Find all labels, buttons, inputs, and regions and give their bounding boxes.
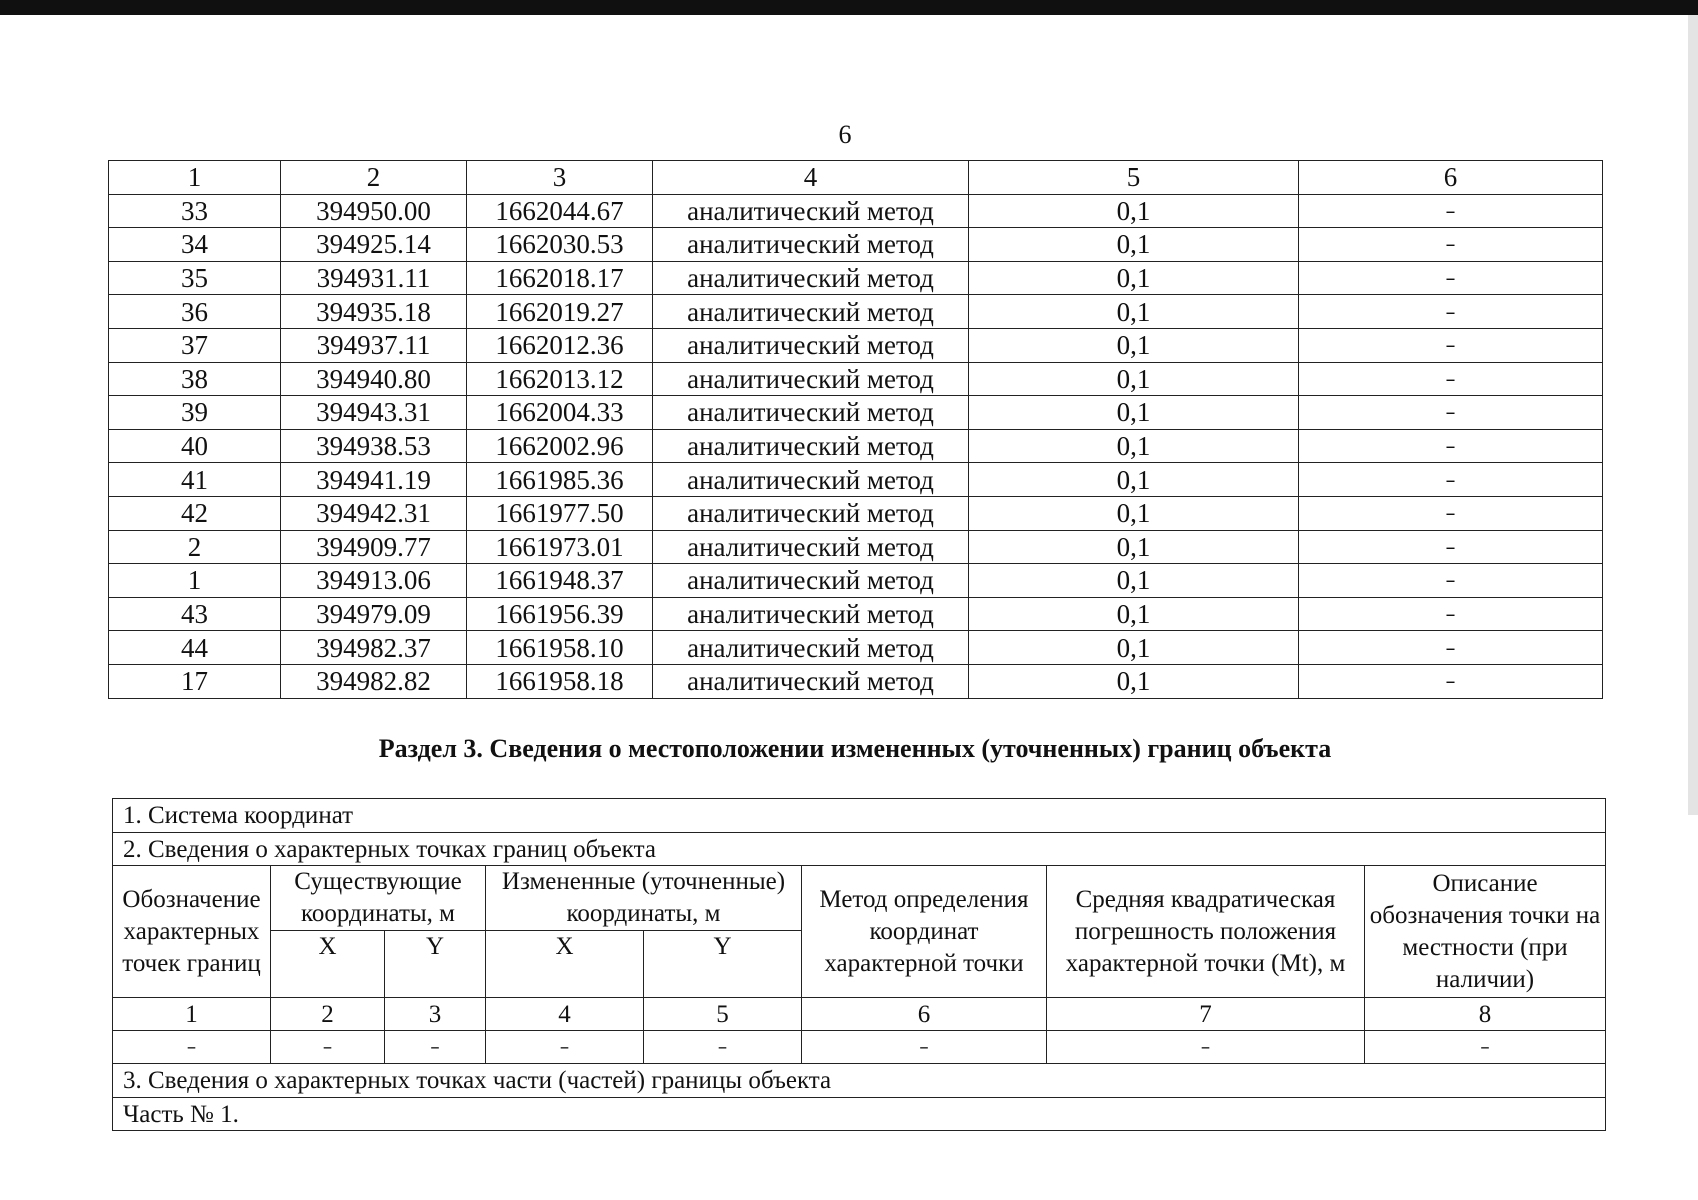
- y-coordinate-cell: 1662002.96: [467, 429, 653, 463]
- point-number-cell: 36: [109, 295, 281, 329]
- x-coordinate-cell: 394935.18: [281, 295, 467, 329]
- error-cell: 0,1: [969, 631, 1299, 665]
- table-row: [109, 429, 1603, 463]
- empty-cell: –: [802, 1031, 1047, 1064]
- y-coordinate-cell: 1661956.39: [467, 597, 653, 631]
- coord-system-label: 1. Система координат: [113, 799, 1606, 833]
- method-cell: аналитический метод: [653, 429, 969, 463]
- y-coordinate-cell: 1662019.27: [467, 295, 653, 329]
- description-cell: –: [1299, 463, 1603, 497]
- error-cell: 0,1: [969, 530, 1299, 564]
- column-number: 8: [1365, 998, 1606, 1031]
- point-number-cell: 40: [109, 429, 281, 463]
- description-cell: –: [1299, 362, 1603, 396]
- table-row: [109, 396, 1603, 430]
- column-number-row: [109, 161, 1603, 195]
- x-coordinate-cell: 394982.37: [281, 631, 467, 665]
- table-row: [109, 328, 1603, 362]
- method-cell: аналитический метод: [653, 463, 969, 497]
- column-number: 3: [385, 998, 486, 1031]
- point-number-cell: 42: [109, 496, 281, 530]
- error-cell: 0,1: [969, 194, 1299, 228]
- table-row: [109, 564, 1603, 598]
- empty-cell: –: [1365, 1031, 1606, 1064]
- points-info-row: [113, 833, 1606, 866]
- y-coordinate-cell: 1661948.37: [467, 564, 653, 598]
- header-description: Описание обозначения точки на местности (при наличии): [1365, 866, 1606, 998]
- x-coordinate-cell: 394943.31: [281, 396, 467, 430]
- x-coordinate-cell: 394941.19: [281, 463, 467, 497]
- x-coordinate-cell: 394913.06: [281, 564, 467, 598]
- description-cell: –: [1299, 597, 1603, 631]
- error-cell: 0,1: [969, 664, 1299, 698]
- method-cell: аналитический метод: [653, 328, 969, 362]
- description-cell: –: [1299, 228, 1603, 262]
- point-number-cell: 39: [109, 396, 281, 430]
- x-coordinate-cell: 394938.53: [281, 429, 467, 463]
- header-method: Метод определения координат характерной точки: [802, 866, 1047, 998]
- x-coordinate-cell: 394925.14: [281, 228, 467, 262]
- points-info-label: 2. Сведения о характерных точках границ объекта: [113, 833, 1606, 866]
- method-cell: аналитический метод: [653, 530, 969, 564]
- error-cell: 0,1: [969, 429, 1299, 463]
- error-cell: 0,1: [969, 597, 1299, 631]
- point-number-cell: 33: [109, 194, 281, 228]
- point-number-cell: 41: [109, 463, 281, 497]
- table-row: [109, 631, 1603, 665]
- point-number-cell: 1: [109, 564, 281, 598]
- table-row: [109, 664, 1603, 698]
- column-number: 1: [109, 161, 281, 195]
- column-number: 5: [969, 161, 1299, 195]
- column-number: 1: [113, 998, 271, 1031]
- header-existing-coords: Существующие координаты, м: [271, 866, 486, 931]
- header-changed-x: X: [486, 931, 644, 998]
- point-number-cell: 2: [109, 530, 281, 564]
- y-coordinate-cell: 1662030.53: [467, 228, 653, 262]
- y-coordinate-cell: 1661958.10: [467, 631, 653, 665]
- column-number: 2: [271, 998, 385, 1031]
- empty-cell: –: [644, 1031, 802, 1064]
- y-coordinate-cell: 1661958.18: [467, 664, 653, 698]
- error-cell: 0,1: [969, 396, 1299, 430]
- y-coordinate-cell: 1662044.67: [467, 194, 653, 228]
- point-number-cell: 35: [109, 261, 281, 295]
- description-cell: –: [1299, 429, 1603, 463]
- error-cell: 0,1: [969, 261, 1299, 295]
- column-number: 6: [802, 998, 1047, 1031]
- empty-cell: –: [486, 1031, 644, 1064]
- description-cell: –: [1299, 564, 1603, 598]
- header-designation: Обозначение характерных точек границ: [113, 866, 271, 998]
- method-cell: аналитический метод: [653, 564, 969, 598]
- description-cell: –: [1299, 530, 1603, 564]
- header-existing-x: X: [271, 931, 385, 998]
- y-coordinate-cell: 1661985.36: [467, 463, 653, 497]
- column-number: 4: [653, 161, 969, 195]
- header-row-1: [113, 866, 1606, 931]
- method-cell: аналитический метод: [653, 194, 969, 228]
- section-3-title: Раздел 3. Сведения о местоположении измененных (уточненных) границ объекта: [378, 734, 1332, 763]
- point-number-cell: 44: [109, 631, 281, 665]
- x-coordinate-cell: 394942.31: [281, 496, 467, 530]
- page-number: 6: [838, 120, 852, 149]
- coord-system-row: [113, 799, 1606, 833]
- part-row: [113, 1098, 1606, 1131]
- x-coordinate-cell: 394950.00: [281, 194, 467, 228]
- method-cell: аналитический метод: [653, 261, 969, 295]
- error-cell: 0,1: [969, 228, 1299, 262]
- column-number: 6: [1299, 161, 1603, 195]
- point-number-cell: 38: [109, 362, 281, 396]
- point-number-cell: 34: [109, 228, 281, 262]
- description-cell: –: [1299, 664, 1603, 698]
- header-changed-y: Y: [644, 931, 802, 998]
- empty-cell: –: [385, 1031, 486, 1064]
- y-coordinate-cell: 1662013.12: [467, 362, 653, 396]
- error-cell: 0,1: [969, 362, 1299, 396]
- coordinates-table: [108, 160, 1603, 699]
- empty-cell: –: [271, 1031, 385, 1064]
- table-row: [109, 463, 1603, 497]
- table-row: [109, 530, 1603, 564]
- description-cell: –: [1299, 295, 1603, 329]
- empty-cell: –: [113, 1031, 271, 1064]
- column-number: 2: [281, 161, 467, 195]
- method-cell: аналитический метод: [653, 362, 969, 396]
- description-cell: –: [1299, 261, 1603, 295]
- method-cell: аналитический метод: [653, 496, 969, 530]
- y-coordinate-cell: 1662004.33: [467, 396, 653, 430]
- table-row: [109, 496, 1603, 530]
- parts-info-label: 3. Сведения о характерных точках части (частей) границы объекта: [113, 1064, 1606, 1098]
- method-cell: аналитический метод: [653, 664, 969, 698]
- header-existing-y: Y: [385, 931, 486, 998]
- y-coordinate-cell: 1661973.01: [467, 530, 653, 564]
- error-cell: 0,1: [969, 295, 1299, 329]
- x-coordinate-cell: 394982.82: [281, 664, 467, 698]
- changed-boundaries-table: [112, 798, 1606, 1131]
- parts-info-row: [113, 1064, 1606, 1098]
- column-number: 7: [1047, 998, 1365, 1031]
- error-cell: 0,1: [969, 463, 1299, 497]
- description-cell: –: [1299, 328, 1603, 362]
- method-cell: аналитический метод: [653, 295, 969, 329]
- empty-cell: –: [1047, 1031, 1365, 1064]
- y-coordinate-cell: 1662018.17: [467, 261, 653, 295]
- empty-data-row: [113, 1031, 1606, 1064]
- description-cell: –: [1299, 194, 1603, 228]
- description-cell: –: [1299, 496, 1603, 530]
- method-cell: аналитический метод: [653, 228, 969, 262]
- error-cell: 0,1: [969, 496, 1299, 530]
- column-number: 4: [486, 998, 644, 1031]
- error-cell: 0,1: [969, 564, 1299, 598]
- x-coordinate-cell: 394979.09: [281, 597, 467, 631]
- table-row: [109, 194, 1603, 228]
- y-coordinate-cell: 1661977.50: [467, 496, 653, 530]
- y-coordinate-cell: 1662012.36: [467, 328, 653, 362]
- x-coordinate-cell: 394909.77: [281, 530, 467, 564]
- header-changed-coords: Измененные (уточненные) координаты, м: [486, 866, 802, 931]
- scan-top-edge: [0, 0, 1698, 15]
- description-cell: –: [1299, 396, 1603, 430]
- x-coordinate-cell: 394931.11: [281, 261, 467, 295]
- scan-right-edge: [1688, 15, 1698, 815]
- header-error: Средняя квадратическая погрешность положения характерной точки (Mt), м: [1047, 866, 1365, 998]
- description-cell: –: [1299, 631, 1603, 665]
- point-number-cell: 37: [109, 328, 281, 362]
- table-row: [109, 261, 1603, 295]
- table-row: [109, 597, 1603, 631]
- point-number-cell: 43: [109, 597, 281, 631]
- x-coordinate-cell: 394940.80: [281, 362, 467, 396]
- column-number-row: [113, 998, 1606, 1031]
- method-cell: аналитический метод: [653, 396, 969, 430]
- error-cell: 0,1: [969, 328, 1299, 362]
- table-row: [109, 228, 1603, 262]
- table-row: [109, 362, 1603, 396]
- column-number: 5: [644, 998, 802, 1031]
- column-number: 3: [467, 161, 653, 195]
- point-number-cell: 17: [109, 664, 281, 698]
- table-row: [109, 295, 1603, 329]
- part-label: Часть № 1.: [113, 1098, 1606, 1131]
- method-cell: аналитический метод: [653, 597, 969, 631]
- x-coordinate-cell: 394937.11: [281, 328, 467, 362]
- method-cell: аналитический метод: [653, 631, 969, 665]
